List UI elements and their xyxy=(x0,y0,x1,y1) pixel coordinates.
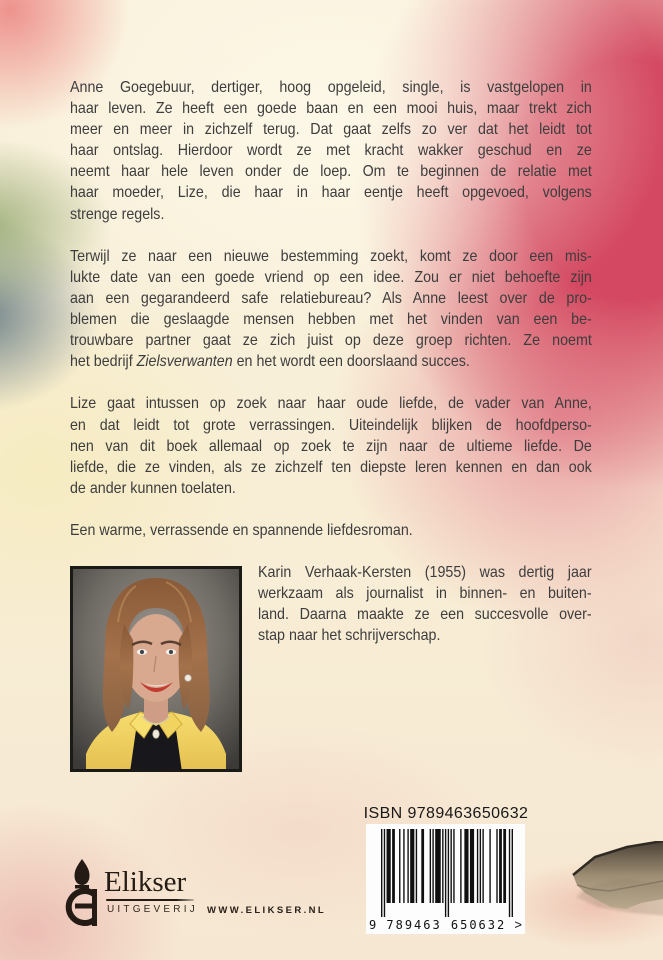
author-photo xyxy=(70,566,242,772)
publisher-name: Elikser xyxy=(104,866,187,898)
publisher-type: UITGEVERIJ xyxy=(107,904,198,915)
text-line: Een warme, verrassende en spannende liefdesroman. xyxy=(70,521,413,539)
publisher-website: WWW.ELIKSER.NL xyxy=(207,905,327,916)
isbn-barcode xyxy=(366,824,525,934)
barcode-bars xyxy=(381,829,513,917)
text-line: Karin Verhaak-Kersten (1955) was dertig jaar xyxy=(258,564,592,581)
text-line: Terwijl ze naar een nieuwe bestemming zoekt, komt ze door een mis- xyxy=(70,247,592,265)
barcode-digit-group2: 650632 xyxy=(450,918,507,932)
text-line: haar ontslag. Hierdoor wordt ze met kracht wakker geschud en ze xyxy=(70,142,592,160)
text-line: trouwbare partner gaat ze zich juist op deze groep richten. Ze noemt xyxy=(70,332,592,350)
isbn-label: ISBN 9789463650632 xyxy=(363,805,529,822)
text-line: en dat leidt tot grote verrassingen. Uiteindelijk blijken de hoofdperso- xyxy=(70,416,592,434)
elikser-logo-icon xyxy=(62,858,102,928)
text-line: blemen die geslaagde mensen hebben met het vinden van een be- xyxy=(70,311,592,329)
text-line: haar leven. Ze heeft een goede baan en een mooi huis, maar trekt zich xyxy=(70,100,592,118)
text-line: meer en meer in zichzelf terug. Dat gaat zelfs zo ver dat het leidt tot xyxy=(70,121,592,139)
text-line: strenge regels. xyxy=(70,205,165,223)
text-line: land. Daarna maakte ze een succesvolle over- xyxy=(258,606,592,624)
publisher-underline xyxy=(106,899,194,901)
text-line: neemt haar hele leven onder de loep. Om te beginnen de relatie met xyxy=(70,163,592,181)
author-bio xyxy=(258,562,592,646)
text-line: haar moeder, Lize, die haar in haar eentje heeft opgevoed, volgens xyxy=(70,184,592,202)
synopsis-paragraph-3 xyxy=(70,393,592,498)
text-line: aan een gegarandeerd safe relatiebureau? Als Anne leest over de pro- xyxy=(70,289,592,307)
synopsis-paragraph-1 xyxy=(70,77,592,225)
text-line: nen van dit boek allemaal op zoek te zijn naar de ultieme liefde. De xyxy=(70,437,592,455)
barcode-digit-group1: 789463 xyxy=(386,918,442,932)
text-line: werkzaam als journalist in binnen- en buiten- xyxy=(258,585,592,603)
synopsis-text xyxy=(70,77,592,541)
text-line: liefde, die ze vinden, als ze zichzelf ten diepste leren kennen en dan ook xyxy=(70,458,592,476)
text-line: de ander kunnen toelaten. xyxy=(70,479,236,497)
leaf-reflection xyxy=(575,894,663,916)
barcode-trailer: > xyxy=(514,917,522,932)
text-line: Anne Goegebuur, dertiger, hoog opgeleid, single, is vastgelopen in xyxy=(70,79,592,96)
text-line: stap naar het schrijverschap. xyxy=(258,627,441,645)
barcode-digits xyxy=(369,916,522,932)
text-line: Lize gaat intussen op zoek naar haar oude liefde, de vader van Anne, xyxy=(70,395,592,413)
text-line: het bedrijf Zielsverwanten en het wordt een doorslaand succes. xyxy=(70,353,470,371)
synopsis-paragraph-2 xyxy=(70,246,592,373)
text-line: lukte date van een goede vriend op een idee. Zou er niet behoefte zijn xyxy=(70,268,592,286)
barcode-digit-lead: 9 xyxy=(369,918,377,932)
synopsis-tagline xyxy=(70,520,592,541)
